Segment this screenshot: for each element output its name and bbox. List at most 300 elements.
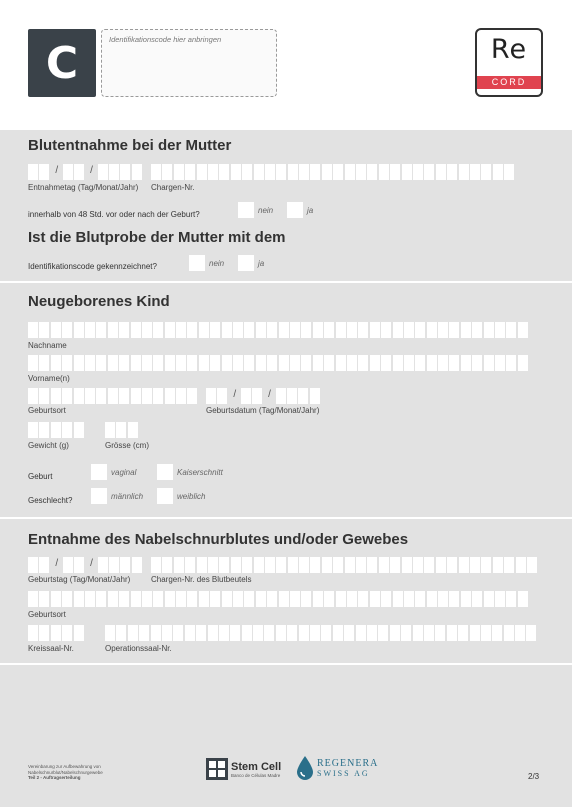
char-cell[interactable]	[390, 164, 400, 180]
char-cell[interactable]	[310, 557, 320, 573]
char-cell[interactable]	[173, 625, 183, 641]
char-cell[interactable]	[347, 322, 357, 338]
id-code-placeholder-box[interactable]	[101, 29, 277, 97]
char-cell[interactable]	[242, 625, 252, 641]
char-cell[interactable]	[344, 625, 354, 641]
char-cell[interactable]	[379, 557, 389, 573]
char-cell[interactable]	[85, 591, 95, 607]
char-cell[interactable]	[28, 388, 38, 404]
char-cell[interactable]	[151, 164, 161, 180]
char-cell[interactable]	[162, 557, 172, 573]
char-cell[interactable]	[131, 355, 141, 371]
char-cell[interactable]	[301, 322, 311, 338]
cord-date-input[interactable]	[28, 557, 143, 573]
char-cell[interactable]	[62, 625, 72, 641]
char-cell[interactable]	[165, 355, 175, 371]
char-cell[interactable]	[28, 322, 38, 338]
lastname-input[interactable]	[28, 322, 529, 338]
char-cell[interactable]	[176, 322, 186, 338]
char-cell[interactable]	[310, 388, 320, 404]
char-cell[interactable]	[74, 388, 84, 404]
char-cell[interactable]	[459, 557, 469, 573]
char-cell[interactable]	[402, 164, 412, 180]
char-cell[interactable]	[356, 164, 366, 180]
char-cell[interactable]	[438, 591, 448, 607]
char-cell[interactable]	[63, 557, 73, 573]
char-cell[interactable]	[438, 322, 448, 338]
char-cell[interactable]	[128, 422, 138, 438]
char-cell[interactable]	[28, 625, 38, 641]
char-cell[interactable]	[108, 591, 118, 607]
char-cell[interactable]	[393, 591, 403, 607]
char-cell[interactable]	[313, 591, 323, 607]
char-cell[interactable]	[358, 322, 368, 338]
char-cell[interactable]	[504, 625, 514, 641]
char-cell[interactable]	[142, 355, 152, 371]
char-cell[interactable]	[165, 388, 175, 404]
char-cell[interactable]	[109, 164, 119, 180]
char-cell[interactable]	[265, 164, 275, 180]
char-cell[interactable]	[449, 322, 459, 338]
char-cell[interactable]	[324, 322, 334, 338]
char-cell[interactable]	[109, 557, 119, 573]
char-cell[interactable]	[174, 557, 184, 573]
char-cell[interactable]	[196, 625, 206, 641]
char-cell[interactable]	[231, 557, 241, 573]
char-cell[interactable]	[74, 322, 84, 338]
char-cell[interactable]	[390, 557, 400, 573]
char-cell[interactable]	[176, 355, 186, 371]
within48-yes-checkbox[interactable]	[287, 202, 303, 218]
char-cell[interactable]	[51, 625, 61, 641]
char-cell[interactable]	[310, 625, 320, 641]
char-cell[interactable]	[197, 557, 207, 573]
char-cell[interactable]	[290, 355, 300, 371]
char-cell[interactable]	[447, 164, 457, 180]
char-cell[interactable]	[345, 164, 355, 180]
char-cell[interactable]	[358, 355, 368, 371]
char-cell[interactable]	[233, 355, 243, 371]
char-cell[interactable]	[287, 625, 297, 641]
char-cell[interactable]	[435, 625, 445, 641]
firstname-input[interactable]	[28, 355, 529, 371]
char-cell[interactable]	[98, 557, 108, 573]
char-cell[interactable]	[119, 355, 129, 371]
char-cell[interactable]	[241, 388, 251, 404]
char-cell[interactable]	[415, 322, 425, 338]
char-cell[interactable]	[242, 164, 252, 180]
char-cell[interactable]	[393, 322, 403, 338]
cesarean-checkbox[interactable]	[157, 464, 173, 480]
char-cell[interactable]	[256, 591, 266, 607]
female-checkbox[interactable]	[157, 488, 173, 504]
cord-batch-input[interactable]	[151, 557, 538, 573]
mother-batch-input[interactable]	[151, 164, 516, 180]
char-cell[interactable]	[242, 557, 252, 573]
char-cell[interactable]	[39, 625, 49, 641]
char-cell[interactable]	[199, 355, 209, 371]
char-cell[interactable]	[333, 557, 343, 573]
char-cell[interactable]	[370, 355, 380, 371]
char-cell[interactable]	[199, 322, 209, 338]
char-cell[interactable]	[484, 322, 494, 338]
char-cell[interactable]	[253, 625, 263, 641]
char-cell[interactable]	[208, 164, 218, 180]
char-cell[interactable]	[96, 355, 106, 371]
char-cell[interactable]	[132, 164, 142, 180]
char-cell[interactable]	[472, 322, 482, 338]
char-cell[interactable]	[481, 625, 491, 641]
char-cell[interactable]	[222, 355, 232, 371]
char-cell[interactable]	[217, 388, 227, 404]
within48-no-checkbox[interactable]	[238, 202, 254, 218]
char-cell[interactable]	[208, 625, 218, 641]
char-cell[interactable]	[470, 625, 480, 641]
char-cell[interactable]	[290, 322, 300, 338]
char-cell[interactable]	[63, 164, 73, 180]
char-cell[interactable]	[74, 355, 84, 371]
char-cell[interactable]	[153, 322, 163, 338]
char-cell[interactable]	[210, 355, 220, 371]
char-cell[interactable]	[438, 355, 448, 371]
char-cell[interactable]	[151, 625, 161, 641]
char-cell[interactable]	[165, 591, 175, 607]
char-cell[interactable]	[472, 355, 482, 371]
char-cell[interactable]	[299, 164, 309, 180]
char-cell[interactable]	[358, 591, 368, 607]
char-cell[interactable]	[28, 355, 38, 371]
char-cell[interactable]	[153, 388, 163, 404]
char-cell[interactable]	[132, 557, 142, 573]
char-cell[interactable]	[199, 591, 209, 607]
cord-birthplace-input[interactable]	[28, 591, 529, 607]
char-cell[interactable]	[313, 355, 323, 371]
char-cell[interactable]	[244, 355, 254, 371]
char-cell[interactable]	[518, 322, 528, 338]
char-cell[interactable]	[472, 591, 482, 607]
char-cell[interactable]	[116, 422, 126, 438]
char-cell[interactable]	[98, 164, 108, 180]
char-cell[interactable]	[390, 625, 400, 641]
char-cell[interactable]	[119, 322, 129, 338]
char-cell[interactable]	[301, 591, 311, 607]
char-cell[interactable]	[447, 557, 457, 573]
char-cell[interactable]	[322, 557, 332, 573]
char-cell[interactable]	[481, 557, 491, 573]
char-cell[interactable]	[413, 557, 423, 573]
char-cell[interactable]	[276, 388, 286, 404]
char-cell[interactable]	[515, 625, 525, 641]
char-cell[interactable]	[299, 625, 309, 641]
char-cell[interactable]	[165, 322, 175, 338]
char-cell[interactable]	[206, 388, 216, 404]
char-cell[interactable]	[324, 591, 334, 607]
char-cell[interactable]	[62, 422, 72, 438]
char-cell[interactable]	[299, 557, 309, 573]
char-cell[interactable]	[436, 164, 446, 180]
char-cell[interactable]	[28, 422, 38, 438]
char-cell[interactable]	[256, 322, 266, 338]
char-cell[interactable]	[449, 591, 459, 607]
char-cell[interactable]	[85, 322, 95, 338]
char-cell[interactable]	[424, 625, 434, 641]
char-cell[interactable]	[74, 557, 84, 573]
char-cell[interactable]	[185, 164, 195, 180]
char-cell[interactable]	[518, 591, 528, 607]
char-cell[interactable]	[298, 388, 308, 404]
char-cell[interactable]	[324, 355, 334, 371]
char-cell[interactable]	[85, 355, 95, 371]
char-cell[interactable]	[356, 625, 366, 641]
char-cell[interactable]	[119, 591, 129, 607]
char-cell[interactable]	[347, 591, 357, 607]
char-cell[interactable]	[233, 591, 243, 607]
char-cell[interactable]	[276, 164, 286, 180]
char-cell[interactable]	[356, 557, 366, 573]
weight-input[interactable]	[28, 422, 85, 438]
male-checkbox[interactable]	[91, 488, 107, 504]
char-cell[interactable]	[51, 591, 61, 607]
char-cell[interactable]	[162, 164, 172, 180]
char-cell[interactable]	[105, 625, 115, 641]
char-cell[interactable]	[208, 557, 218, 573]
char-cell[interactable]	[347, 355, 357, 371]
char-cell[interactable]	[28, 164, 38, 180]
char-cell[interactable]	[495, 355, 505, 371]
char-cell[interactable]	[378, 625, 388, 641]
char-cell[interactable]	[279, 591, 289, 607]
char-cell[interactable]	[176, 388, 186, 404]
char-cell[interactable]	[39, 388, 49, 404]
char-cell[interactable]	[470, 164, 480, 180]
char-cell[interactable]	[74, 591, 84, 607]
char-cell[interactable]	[96, 591, 106, 607]
char-cell[interactable]	[527, 557, 537, 573]
char-cell[interactable]	[210, 322, 220, 338]
char-cell[interactable]	[142, 591, 152, 607]
char-cell[interactable]	[105, 422, 115, 438]
char-cell[interactable]	[74, 422, 84, 438]
char-cell[interactable]	[74, 625, 84, 641]
char-cell[interactable]	[427, 355, 437, 371]
char-cell[interactable]	[116, 625, 126, 641]
char-cell[interactable]	[404, 322, 414, 338]
char-cell[interactable]	[518, 355, 528, 371]
char-cell[interactable]	[108, 322, 118, 338]
char-cell[interactable]	[108, 355, 118, 371]
char-cell[interactable]	[39, 322, 49, 338]
char-cell[interactable]	[244, 322, 254, 338]
birthplace-input[interactable]	[28, 388, 199, 404]
char-cell[interactable]	[504, 164, 514, 180]
char-cell[interactable]	[287, 388, 297, 404]
char-cell[interactable]	[313, 322, 323, 338]
char-cell[interactable]	[447, 625, 457, 641]
char-cell[interactable]	[492, 625, 502, 641]
char-cell[interactable]	[321, 625, 331, 641]
char-cell[interactable]	[449, 355, 459, 371]
char-cell[interactable]	[264, 625, 274, 641]
char-cell[interactable]	[185, 557, 195, 573]
char-cell[interactable]	[370, 322, 380, 338]
char-cell[interactable]	[381, 322, 391, 338]
char-cell[interactable]	[62, 355, 72, 371]
char-cell[interactable]	[336, 591, 346, 607]
char-cell[interactable]	[276, 557, 286, 573]
char-cell[interactable]	[96, 322, 106, 338]
char-cell[interactable]	[484, 355, 494, 371]
char-cell[interactable]	[139, 625, 149, 641]
birthdate-input[interactable]	[206, 388, 321, 404]
mother-date-input[interactable]	[28, 164, 143, 180]
char-cell[interactable]	[39, 422, 49, 438]
char-cell[interactable]	[62, 591, 72, 607]
char-cell[interactable]	[322, 164, 332, 180]
char-cell[interactable]	[39, 591, 49, 607]
char-cell[interactable]	[367, 557, 377, 573]
char-cell[interactable]	[28, 591, 38, 607]
char-cell[interactable]	[427, 322, 437, 338]
char-cell[interactable]	[506, 591, 516, 607]
char-cell[interactable]	[131, 591, 141, 607]
char-cell[interactable]	[231, 164, 241, 180]
char-cell[interactable]	[128, 625, 138, 641]
char-cell[interactable]	[504, 557, 514, 573]
char-cell[interactable]	[427, 591, 437, 607]
char-cell[interactable]	[506, 322, 516, 338]
char-cell[interactable]	[436, 557, 446, 573]
char-cell[interactable]	[85, 388, 95, 404]
char-cell[interactable]	[493, 557, 503, 573]
char-cell[interactable]	[233, 322, 243, 338]
char-cell[interactable]	[381, 591, 391, 607]
char-cell[interactable]	[333, 625, 343, 641]
char-cell[interactable]	[288, 164, 298, 180]
char-cell[interactable]	[265, 557, 275, 573]
char-cell[interactable]	[256, 355, 266, 371]
char-cell[interactable]	[381, 355, 391, 371]
char-cell[interactable]	[279, 322, 289, 338]
char-cell[interactable]	[176, 591, 186, 607]
char-cell[interactable]	[210, 591, 220, 607]
char-cell[interactable]	[459, 164, 469, 180]
char-cell[interactable]	[244, 591, 254, 607]
char-cell[interactable]	[345, 557, 355, 573]
char-cell[interactable]	[495, 322, 505, 338]
char-cell[interactable]	[51, 355, 61, 371]
char-cell[interactable]	[142, 322, 152, 338]
char-cell[interactable]	[415, 355, 425, 371]
char-cell[interactable]	[424, 557, 434, 573]
char-cell[interactable]	[153, 355, 163, 371]
char-cell[interactable]	[187, 591, 197, 607]
char-cell[interactable]	[495, 591, 505, 607]
char-cell[interactable]	[219, 557, 229, 573]
char-cell[interactable]	[516, 557, 526, 573]
char-cell[interactable]	[413, 164, 423, 180]
sample-yes-checkbox[interactable]	[238, 255, 254, 271]
char-cell[interactable]	[74, 164, 84, 180]
char-cell[interactable]	[288, 557, 298, 573]
char-cell[interactable]	[62, 322, 72, 338]
char-cell[interactable]	[484, 591, 494, 607]
char-cell[interactable]	[279, 355, 289, 371]
char-cell[interactable]	[39, 164, 49, 180]
char-cell[interactable]	[402, 557, 412, 573]
char-cell[interactable]	[28, 557, 38, 573]
char-cell[interactable]	[367, 164, 377, 180]
char-cell[interactable]	[120, 164, 130, 180]
char-cell[interactable]	[401, 625, 411, 641]
char-cell[interactable]	[267, 591, 277, 607]
char-cell[interactable]	[219, 625, 229, 641]
char-cell[interactable]	[336, 322, 346, 338]
char-cell[interactable]	[493, 164, 503, 180]
char-cell[interactable]	[367, 625, 377, 641]
char-cell[interactable]	[187, 322, 197, 338]
char-cell[interactable]	[174, 164, 184, 180]
char-cell[interactable]	[187, 388, 197, 404]
char-cell[interactable]	[62, 388, 72, 404]
char-cell[interactable]	[506, 355, 516, 371]
char-cell[interactable]	[404, 355, 414, 371]
char-cell[interactable]	[424, 164, 434, 180]
char-cell[interactable]	[370, 591, 380, 607]
char-cell[interactable]	[96, 388, 106, 404]
char-cell[interactable]	[481, 164, 491, 180]
char-cell[interactable]	[470, 557, 480, 573]
char-cell[interactable]	[336, 355, 346, 371]
sample-no-checkbox[interactable]	[189, 255, 205, 271]
char-cell[interactable]	[267, 322, 277, 338]
char-cell[interactable]	[254, 164, 264, 180]
char-cell[interactable]	[290, 591, 300, 607]
char-cell[interactable]	[120, 557, 130, 573]
char-cell[interactable]	[119, 388, 129, 404]
char-cell[interactable]	[276, 625, 286, 641]
char-cell[interactable]	[413, 625, 423, 641]
char-cell[interactable]	[39, 557, 49, 573]
char-cell[interactable]	[526, 625, 536, 641]
char-cell[interactable]	[142, 388, 152, 404]
char-cell[interactable]	[51, 388, 61, 404]
char-cell[interactable]	[219, 164, 229, 180]
char-cell[interactable]	[222, 322, 232, 338]
char-cell[interactable]	[310, 164, 320, 180]
char-cell[interactable]	[404, 591, 414, 607]
char-cell[interactable]	[461, 355, 471, 371]
char-cell[interactable]	[252, 388, 262, 404]
char-cell[interactable]	[131, 388, 141, 404]
char-cell[interactable]	[267, 355, 277, 371]
room-input[interactable]	[28, 625, 85, 641]
char-cell[interactable]	[187, 355, 197, 371]
char-cell[interactable]	[51, 422, 61, 438]
char-cell[interactable]	[197, 164, 207, 180]
char-cell[interactable]	[415, 591, 425, 607]
char-cell[interactable]	[108, 388, 118, 404]
op-room-input[interactable]	[105, 625, 538, 641]
char-cell[interactable]	[461, 591, 471, 607]
char-cell[interactable]	[222, 591, 232, 607]
char-cell[interactable]	[379, 164, 389, 180]
char-cell[interactable]	[333, 164, 343, 180]
char-cell[interactable]	[153, 591, 163, 607]
char-cell[interactable]	[131, 322, 141, 338]
char-cell[interactable]	[301, 355, 311, 371]
char-cell[interactable]	[393, 355, 403, 371]
char-cell[interactable]	[461, 322, 471, 338]
